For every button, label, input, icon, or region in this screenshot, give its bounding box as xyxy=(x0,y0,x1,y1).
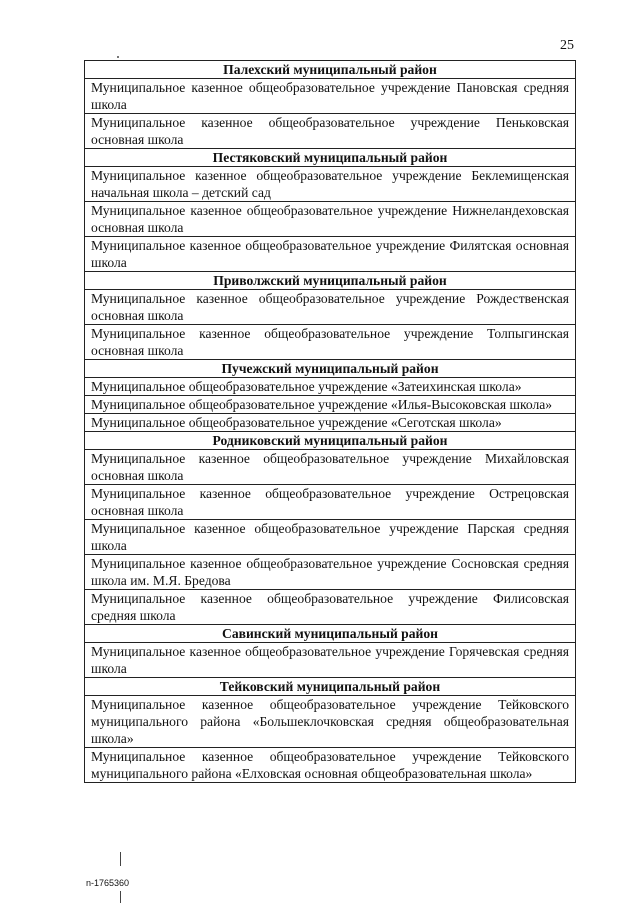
school-row xyxy=(85,643,576,678)
school-row xyxy=(85,202,576,237)
school-name: Муниципальное казенное общеобразовательное учреждение Горячевская средняя школа xyxy=(85,643,576,678)
school-name: Муниципальное казенное общеобразовательное учреждение Михайловская основная школа xyxy=(85,450,576,485)
school-row xyxy=(85,748,576,783)
school-name: Муниципальное казенное общеобразовательное учреждение Тейковского муниципального района «Елховская основная общеобразовательная школа» xyxy=(85,748,576,783)
scan-speck xyxy=(117,56,119,58)
school-name: Муниципальное казенное общеобразовательное учреждение Рождественская основная школа xyxy=(85,290,576,325)
school-row xyxy=(85,485,576,520)
district-row xyxy=(85,432,576,450)
school-row xyxy=(85,79,576,114)
district-row xyxy=(85,272,576,290)
school-name: Муниципальное общеобразовательное учреждение «Илья-Высоковская школа» xyxy=(85,396,576,414)
school-name: Муниципальное казенное общеобразовательное учреждение Нижнеландеховская основная школа xyxy=(85,202,576,237)
school-name: Муниципальное казенное общеобразовательное учреждение Сосновская средняя школа им. М.Я. Бредова xyxy=(85,555,576,590)
district-name: Савинский муниципальный район xyxy=(85,625,576,643)
school-row xyxy=(85,555,576,590)
district-name: Палехский муниципальный район xyxy=(85,61,576,79)
school-name: Муниципальное казенное общеобразовательное учреждение Парская средняя школа xyxy=(85,520,576,555)
school-row xyxy=(85,378,576,396)
school-name: Муниципальное казенное общеобразовательное учреждение Филисовская средняя школа xyxy=(85,590,576,625)
district-name: Пучежский муниципальный район xyxy=(85,360,576,378)
school-row xyxy=(85,167,576,202)
margin-mark xyxy=(120,852,121,866)
district-row xyxy=(85,678,576,696)
school-name: Муниципальное общеобразовательное учреждение «Сеготская школа» xyxy=(85,414,576,432)
margin-mark xyxy=(120,891,121,903)
page-number: 25 xyxy=(560,38,574,53)
school-row xyxy=(85,414,576,432)
school-row xyxy=(85,325,576,360)
school-row xyxy=(85,450,576,485)
school-row xyxy=(85,290,576,325)
district-name: Родниковский муниципальный район xyxy=(85,432,576,450)
document-code: n-1765360 xyxy=(86,878,130,888)
school-row xyxy=(85,520,576,555)
school-name: Муниципальное общеобразовательное учреждение «Затеихинская школа» xyxy=(85,378,576,396)
district-row xyxy=(85,625,576,643)
school-name: Муниципальное казенное общеобразовательное учреждение Толпыгинская основная школа xyxy=(85,325,576,360)
school-name: Муниципальное казенное общеобразовательное учреждение Филятская основная школа xyxy=(85,237,576,272)
schools-table-body xyxy=(85,61,576,783)
district-row xyxy=(85,61,576,79)
school-name: Муниципальное казенное общеобразовательное учреждение Пановская средняя школа xyxy=(85,79,576,114)
district-row xyxy=(85,149,576,167)
school-name: Муниципальное казенное общеобразовательное учреждение Острецовская основная школа xyxy=(85,485,576,520)
schools-table xyxy=(84,60,576,783)
district-row xyxy=(85,360,576,378)
school-row xyxy=(85,237,576,272)
school-row xyxy=(85,396,576,414)
school-row xyxy=(85,590,576,625)
district-name: Тейковский муниципальный район xyxy=(85,678,576,696)
school-row xyxy=(85,114,576,149)
district-name: Пестяковский муниципальный район xyxy=(85,149,576,167)
district-name: Приволжский муниципальный район xyxy=(85,272,576,290)
school-name: Муниципальное казенное общеобразовательное учреждение Тейковского муниципального района «Большеклочковская средняя общеобразовательная школа» xyxy=(85,696,576,748)
school-name: Муниципальное казенное общеобразовательное учреждение Пеньковская основная школа xyxy=(85,114,576,149)
school-row xyxy=(85,696,576,748)
school-name: Муниципальное казенное общеобразовательное учреждение Беклемищенская начальная школа – детский сад xyxy=(85,167,576,202)
